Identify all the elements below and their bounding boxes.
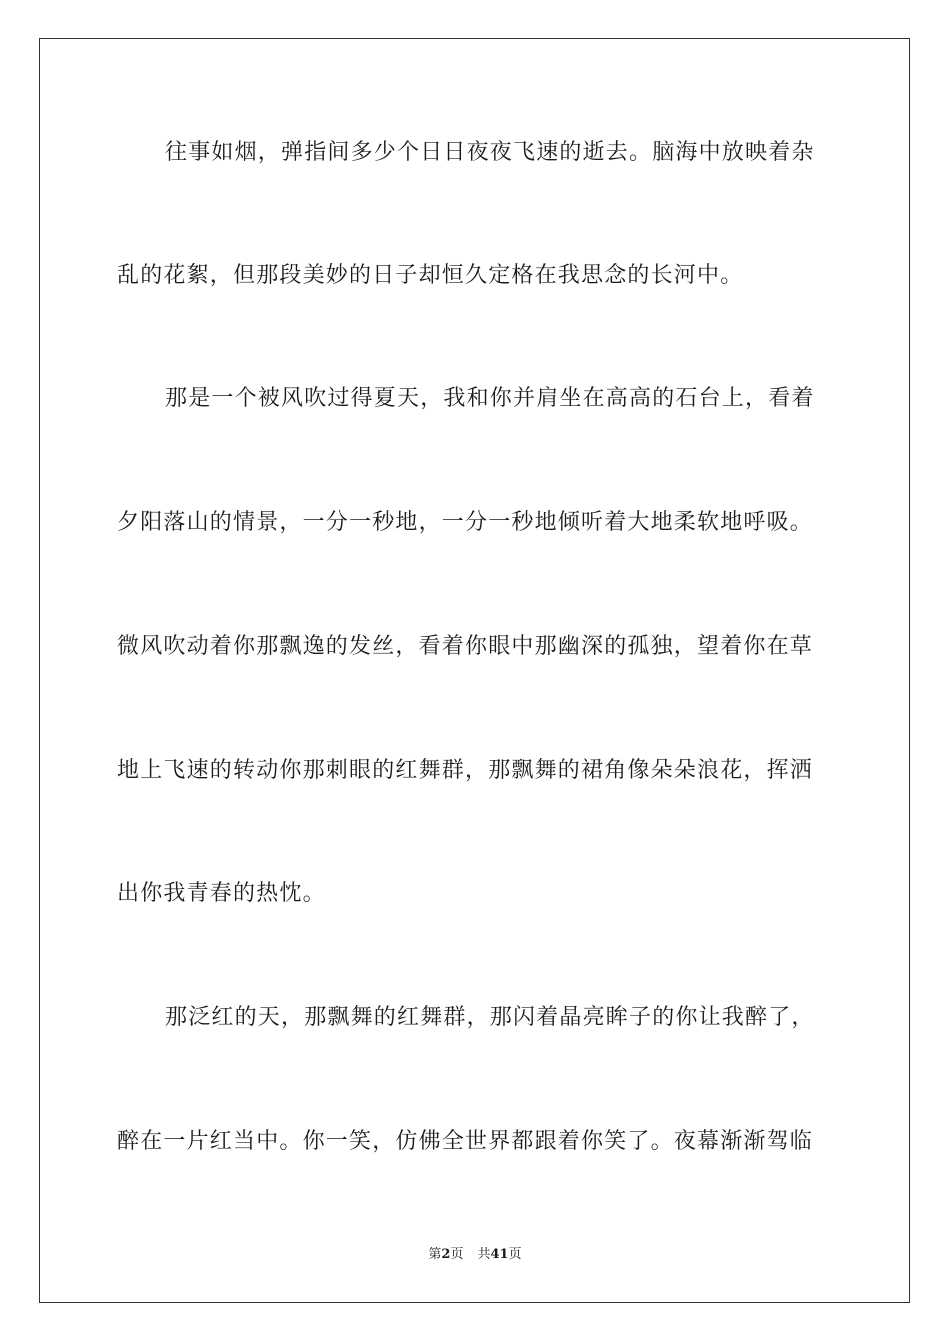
text-line-2: 乱的花絮，但那段美妙的日子却恒久定格在我思念的长河中。 — [117, 263, 744, 288]
text-line-7: 出你我青春的热忱。 — [117, 881, 326, 906]
page-number: 2 — [441, 1247, 451, 1262]
total-pages: 41 — [490, 1247, 509, 1262]
total-suffix: 页 — [508, 1247, 522, 1262]
text-line-8: 那泛红的天，那飘舞的红舞群，那闪着晶亮眸子的你让我醉了， — [165, 1005, 815, 1030]
text-line-6: 地上飞速的转动你那刺眼的红舞群，那飘舞的裙角像朵朵浪花，挥洒 — [117, 758, 814, 783]
text-line-9: 醉在一片红当中。你一笑，仿佛全世界都跟着你笑了。夜幕渐渐驾临 — [117, 1129, 814, 1154]
page-footer — [0, 1246, 950, 1264]
text-line-3: 那是一个被风吹过得夏天，我和你并肩坐在高高的石台上，看着 — [165, 386, 815, 411]
text-line-1: 往事如烟，弹指间多少个日日夜夜飞速的逝去。脑海中放映着杂 — [165, 140, 815, 165]
page-border — [39, 38, 910, 1303]
page-prefix: 第 — [428, 1247, 442, 1262]
page-suffix: 页 — [450, 1247, 464, 1262]
total-prefix: 共 — [477, 1247, 491, 1262]
text-line-4: 夕阳落山的情景，一分一秒地，一分一秒地倾听着大地柔软地呼吸。 — [117, 510, 814, 535]
text-line-5: 微风吹动着你那飘逸的发丝，看着你眼中那幽深的孤独，望着你在草 — [117, 634, 814, 659]
